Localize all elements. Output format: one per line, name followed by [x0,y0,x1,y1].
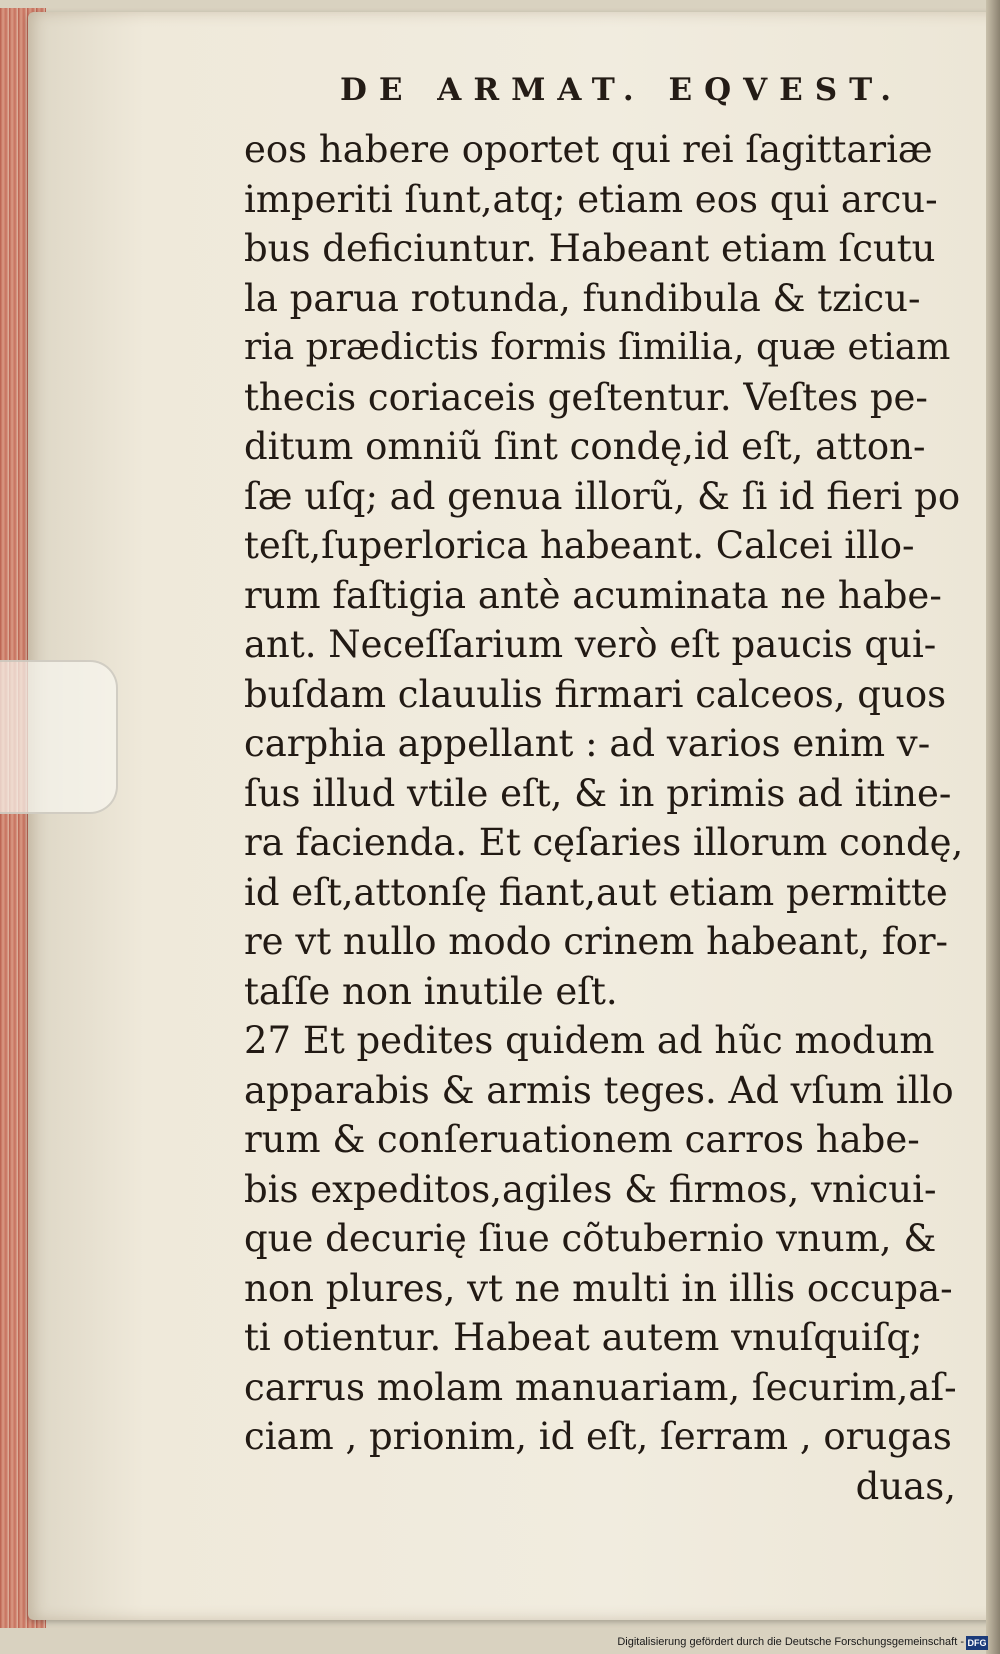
text-line: imperiti ſunt,atq; etiam eos qui arcu- [244,177,938,221]
page-edge-right [986,0,1000,1654]
text-line: non plures, vt ne multi in illis occupa- [244,1266,953,1310]
text-line: rum faſtigia antè acuminata ne habe- [244,573,942,617]
text-line: ra facienda. Et cęſaries illorum condę, [244,821,964,864]
page-tab-marker [0,660,118,814]
text-line: thecis coriaceis geſtentur. Veſtes pe- [244,375,928,419]
body-text [244,125,964,1511]
text-line: id eſt,attonſę fiant,aut etiam permitte [244,870,948,914]
text-line: rum & conſeruationem carros habe- [244,1118,920,1161]
text-line: ria prædictis formis ſimilia, quæ etiam [244,327,951,368]
text-line: bis expeditos,agiles & firmos, vnicui- [244,1167,937,1211]
text-line: la parua rotunda, fundibula & tzicu- [244,276,921,320]
text-line: carrus molam manuariam, ſecurim,aſ- [244,1365,957,1409]
text-line: ciam , prionim, id eſt, ſerram , orugas [244,1415,952,1458]
text-line: que decurię ſiue cõtubernio vnum, & [244,1217,937,1260]
digitization-credit: Digitalisierung gefördert durch die Deutsche Forschungsgemeinschaft - [617,1636,964,1648]
text-line: re vt nullo modo crinem habeant, for- [244,920,949,963]
text-line: teſt,ſuperlorica habeant. Calcei illo- [244,524,915,567]
text-line: ſus illud vtile eſt, & in primis ad itine- [244,771,952,815]
text-line: ſæ uſq; ad genua illorũ, & ſi id fieri po [244,474,961,518]
text-line: buſdam clauulis firmari calceos, quos [244,672,947,716]
text-line: carphia appellant : ad varios enim v- [244,722,931,765]
text-line: bus deficiuntur. Habeant etiam ſcutu [244,227,936,270]
catchword: duas, [855,1464,956,1508]
text-line: ti otientur. Habeat autem vnuſquiſq; [244,1316,923,1359]
text-line: eos habere oportet qui rei ſagittariæ [244,128,933,171]
text-line: apparabis & armis teges. Ad vſum illo [244,1068,954,1112]
text-line: 27 Et pedites quidem ad hũc modum [244,1019,935,1062]
running-head: DE ARMAT. EQVEST. [340,72,904,108]
text-line: ditum omniũ ſint condę,id eſt, atton- [244,425,926,468]
text-line: taſſe non inutile eſt. [244,969,618,1013]
dfg-logo: DFG [967,1638,987,1648]
text-line: ant. Neceſſarium verò eſt paucis qui- [244,623,937,666]
